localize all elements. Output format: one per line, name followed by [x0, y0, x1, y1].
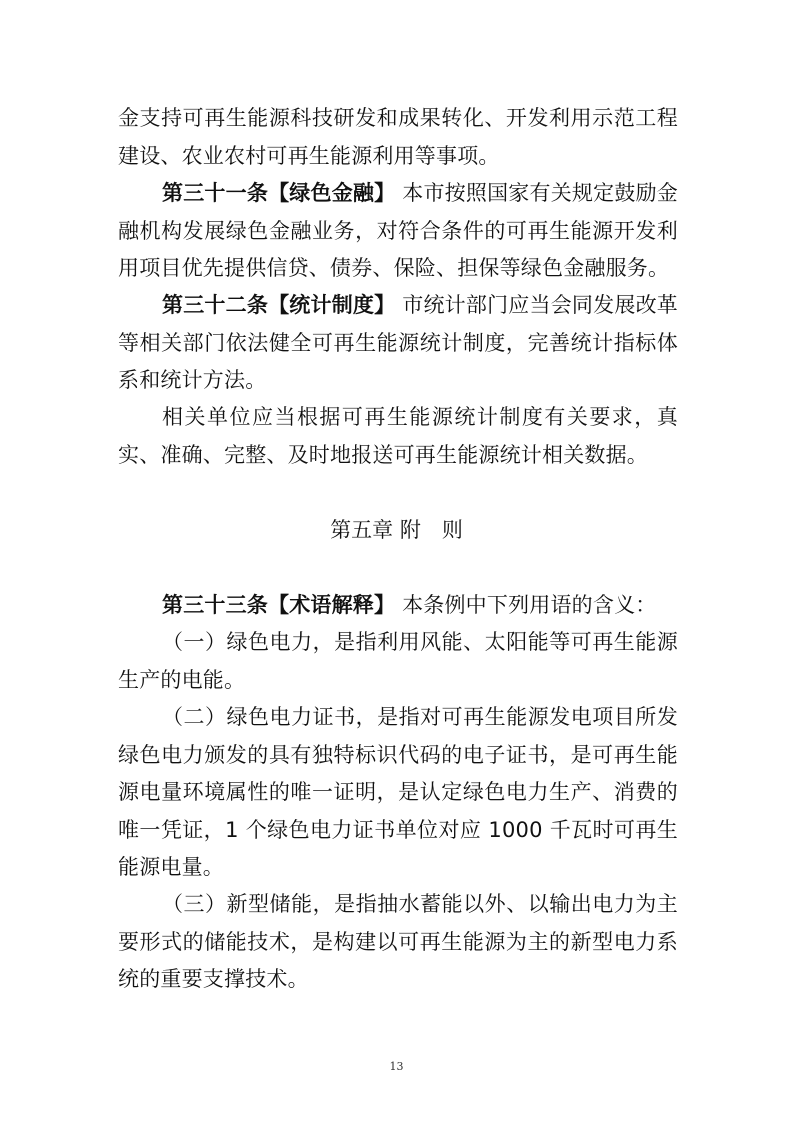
paragraph-text: 金支持可再生能源科技研发和成果转化、开发利用示范工程建设、农业农村可再生能源利用等事项。	[118, 106, 678, 168]
paragraph-continuation	[118, 100, 678, 175]
article-31	[118, 175, 678, 288]
article-33	[118, 587, 678, 625]
article-text: 本市按照国家有关规定鼓励金融机构发展绿色金融业务，对符合条件的可再生能源开发利用项目优先提供信贷、债券、保险、担保等绿色金融服务。	[118, 181, 678, 280]
article-32-paragraph-2	[118, 399, 678, 474]
definition-1	[118, 624, 678, 699]
definition-3	[118, 886, 678, 999]
article-text: 市统计部门应当会同发展改革等相关部门依法健全可再生能源统计制度，完善统计指标体系和统计方法。	[118, 293, 678, 392]
definition-text: （三）新型储能，是指抽水蓄能以外、以输出电力为主要形式的储能技术，是构建以可再生能源为主的新型电力系统的重要支撑技术。	[118, 892, 678, 991]
article-heading: 第三十一条【绿色金融】	[162, 181, 396, 205]
paragraph-text: 相关单位应当根据可再生能源统计制度有关要求，真实、准确、完整、及时地报送可再生能源统计相关数据。	[118, 405, 678, 467]
page-number: 13	[389, 1060, 404, 1073]
chapter-title	[0, 512, 793, 550]
chapter-title-text: 第五章 附 则	[330, 518, 463, 542]
definition-2	[118, 699, 678, 887]
article-32	[118, 287, 678, 400]
definition-text: （二）绿色电力证书，是指对可再生能源发电项目所发绿色电力颁发的具有独特标识代码的电子证书，是可再生能源电量环境属性的唯一证明，是认定绿色电力生产、消费的唯一凭证，1 个绿色电力证书单位对应 1000 千瓦时可再生能源电量。	[118, 705, 678, 879]
article-heading: 第三十二条【统计制度】	[162, 293, 396, 317]
article-heading: 第三十三条【术语解释】	[162, 593, 396, 617]
article-text: 本条例中下列用语的含义：	[395, 593, 657, 617]
definition-text: （一）绿色电力，是指利用风能、太阳能等可再生能源生产的电能。	[118, 630, 678, 692]
